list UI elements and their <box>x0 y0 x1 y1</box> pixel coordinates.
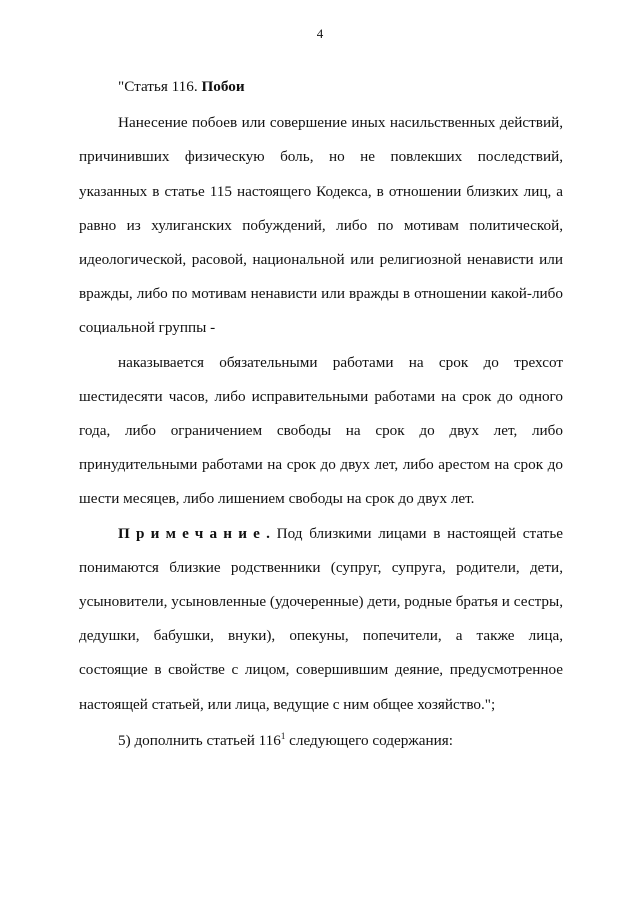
amendment-text-before: 5) дополнить статьей 116 <box>118 731 281 749</box>
page-number: 4 <box>316 26 324 41</box>
amendment-item <box>79 724 563 758</box>
amendment-superscript: 1 <box>280 730 286 741</box>
note-text: Под близкими лицами в настоящей статье понимаются близкие родственники (супруг, супруга, родители, дети, усыновители, усыновленные (удочеренные) дети, родные братья и сестры, дедушки, бабушки, внуки), опекуны, попечители, а также лица, состоящие в свойстве с лицом, совершившим деяние, предусмотренное настоящей статьей, или лица, ведущие с ним общее хозяйство."; <box>79 524 563 713</box>
note-heading-dot: . <box>266 524 270 542</box>
article-sanction: наказывается обязательными работами на срок до трехсот шестидесяти часов, либо исправительными работами на срок до одного года, либо ограничением свободы на срок до двух лет, либо принудительными работами на срок до двух лет, либо арестом на срок до шести месяцев, либо лишением свободы на срок до двух лет. <box>79 353 563 508</box>
note-heading: Примечание <box>118 524 267 542</box>
article-disposition: Нанесение побоев или совершение иных насильственных действий, причинивших физическую боль, но не повлекших последствий, указанных в статье 115 настоящего Кодекса, в отношении близких лиц, а равно из хулиганских побуждений, либо по мотивам политической, идеологической, расовой, национальной или религиозной ненависти или вражды, либо по мотивам ненависти или вражды в отношении какой-либо социальной группы - <box>79 114 563 337</box>
article-title: Побои <box>201 78 245 95</box>
article-heading <box>79 70 563 104</box>
article-prefix: "Статья 116. <box>118 78 202 95</box>
document-body <box>79 70 563 758</box>
article-note <box>79 517 563 722</box>
amendment-text-after: следующего содержания: <box>285 731 453 749</box>
